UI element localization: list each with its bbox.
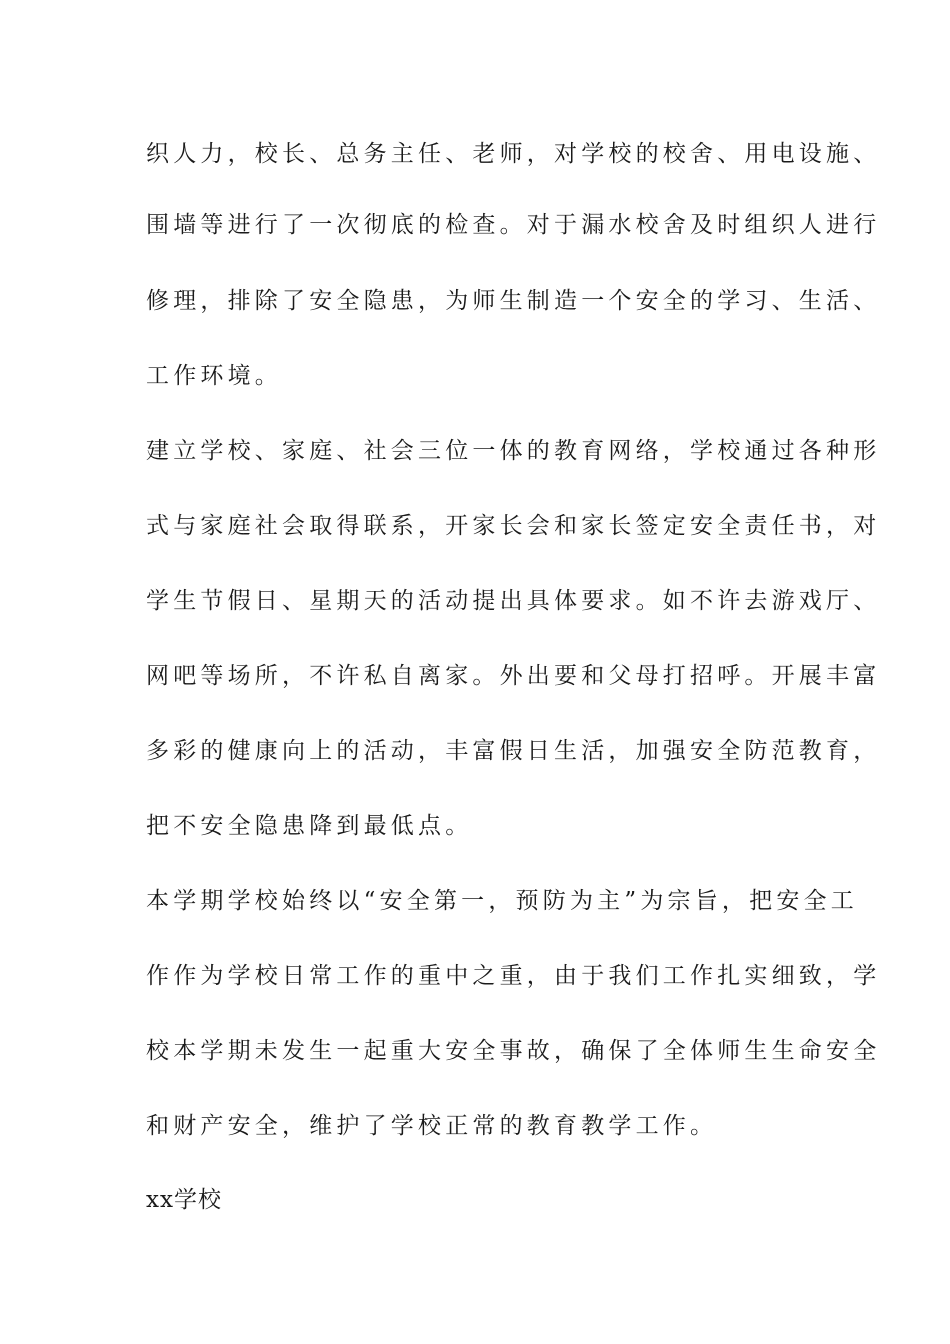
paragraph-2-line-6: 把不安全隐患降到最低点。: [146, 813, 473, 839]
paragraph-3-line-3: 校本学期未发生一起重大安全事故，确保了全体师生生命安全: [146, 1038, 881, 1064]
signature: xx学校: [146, 1187, 222, 1213]
paragraph-1-line-2: 围墙等进行了一次彻底的检查。对于漏水校舍及时组织人进行: [146, 212, 881, 238]
paragraph-1-line-4: 工作环境。: [146, 363, 282, 389]
paragraph-2-line-3: 学生节假日、星期天的活动提出具体要求。如不许去游戏厅、: [146, 588, 881, 614]
paragraph-3-line-4: 和财产安全，维护了学校正常的教育教学工作。: [146, 1113, 718, 1139]
paragraph-2-line-5: 多彩的健康向上的活动，丰富假日生活，加强安全防范教育，: [146, 738, 881, 764]
paragraph-1-line-1: 织人力，校长、总务主任、老师，对学校的校舍、用电设施、: [146, 141, 881, 167]
paragraph-3-line-2: 作作为学校日常工作的重中之重，由于我们工作扎实细致，学: [146, 963, 881, 989]
paragraph-1-line-3: 修理，排除了安全隐患，为师生制造一个安全的学习、生活、: [146, 288, 881, 314]
paragraph-2-line-1: 建立学校、家庭、社会三位一体的教育网络，学校通过各种形: [146, 438, 881, 464]
paragraph-2-line-2: 式与家庭社会取得联系，开家长会和家长签定安全责任书，对: [146, 513, 881, 539]
paragraph-2-line-4: 网吧等场所，不许私自离家。外出要和父母打招呼。开展丰富: [146, 663, 881, 689]
paragraph-3-line-1: 本学期学校始终以“安全第一，预防为主”为宗旨，把安全工: [146, 888, 858, 914]
